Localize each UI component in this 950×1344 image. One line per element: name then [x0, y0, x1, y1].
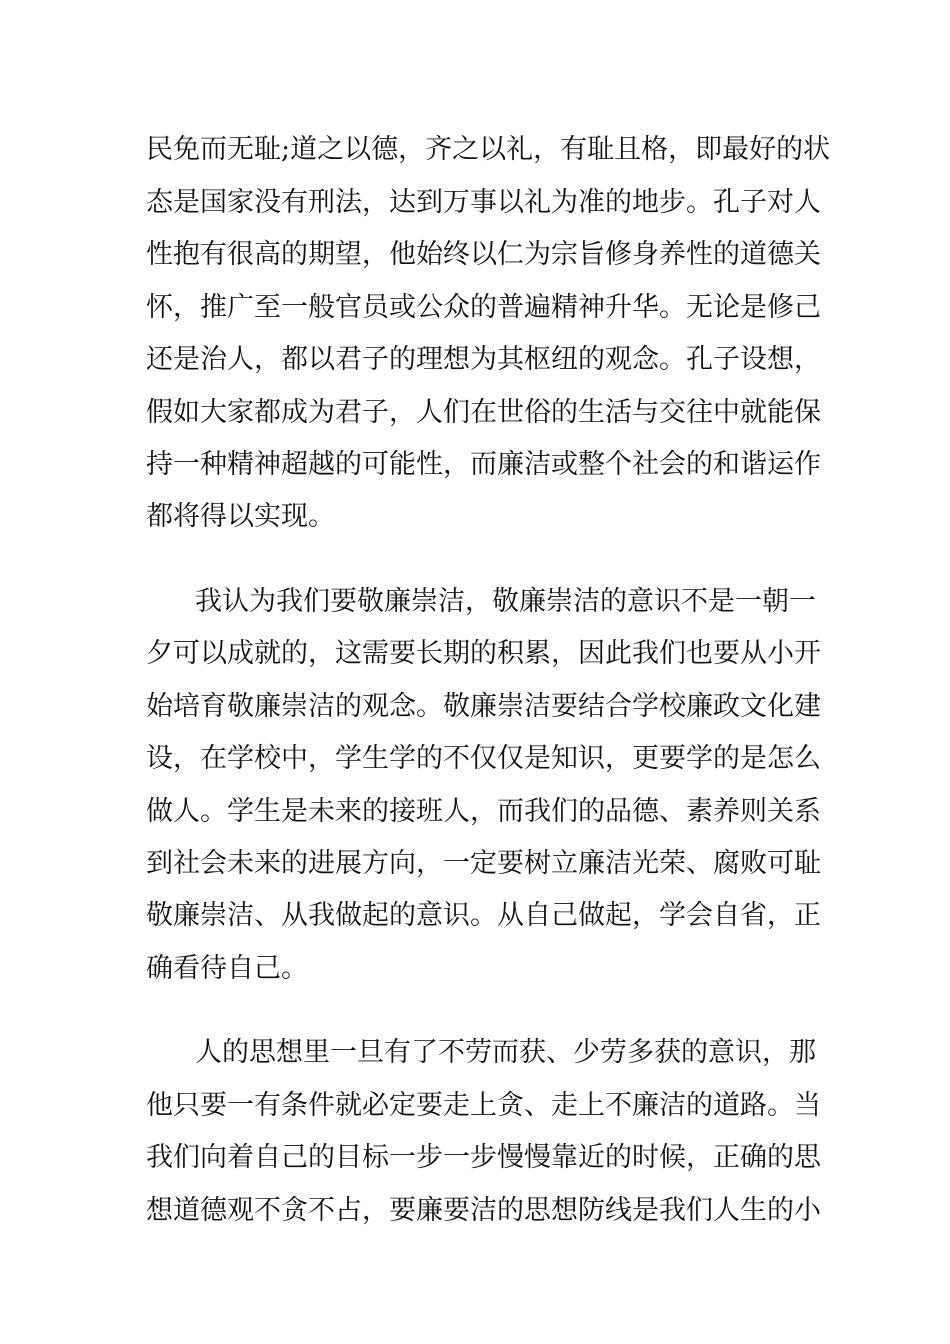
text-line: 设，在学校中，学生学的不仅仅是知识，更要学的是怎么	[146, 743, 821, 774]
text-line: 始培育敬廉崇洁的观念。敬廉崇洁要结合学校廉政文化建	[146, 691, 821, 722]
text-line: 还是治人，都以君子的理想为其枢纽的观念。孔子设想，	[146, 344, 821, 375]
text-line: 到社会未来的进展方向，一定要树立廉洁光荣、腐败可耻	[146, 848, 821, 879]
text-line: 敬廉崇洁、从我做起的意识。从自己做起，学会自省，正	[146, 900, 821, 931]
text-line: 民免而无耻;道之以德，齐之以礼，有耻且格，即最好的状	[146, 134, 831, 165]
text-line: 确看待自己。	[146, 953, 308, 984]
text-line: 夕可以成就的，这需要长期的积累，因此我们也要从小开	[146, 638, 821, 669]
text-line: 我们向着自己的目标一步一步慢慢靠近的时候，正确的思	[146, 1142, 821, 1173]
text-line: 性抱有很高的期望，他始终以仁为宗旨修身养性的道德关	[146, 239, 821, 270]
text-line: 持一种精神超越的可能性，而廉洁或整个社会的和谐运作	[146, 449, 821, 480]
text-line: 都将得以实现。	[146, 501, 335, 532]
text-line: 做人。学生是未来的接班人，而我们的品德、素养则关系	[146, 796, 821, 827]
text-line: 想道德观不贪不占，要廉要洁的思想防线是我们人生的小	[146, 1195, 821, 1226]
text-line: 态是国家没有刑法，达到万事以礼为准的地步。孔子对人	[146, 187, 821, 218]
text-line: 我认为我们要敬廉崇洁，敬廉崇洁的意识不是一朝一	[195, 586, 816, 617]
text-line: 他只要一有条件就必定要走上贪、走上不廉洁的道路。当	[146, 1090, 821, 1121]
text-line: 人的思想里一旦有了不劳而获、少劳多获的意识，那	[195, 1037, 816, 1068]
text-line: 怀，推广至一般官员或公众的普遍精神升华。无论是修己	[146, 292, 821, 323]
text-line: 假如大家都成为君子，人们在世俗的生活与交往中就能保	[146, 397, 821, 428]
